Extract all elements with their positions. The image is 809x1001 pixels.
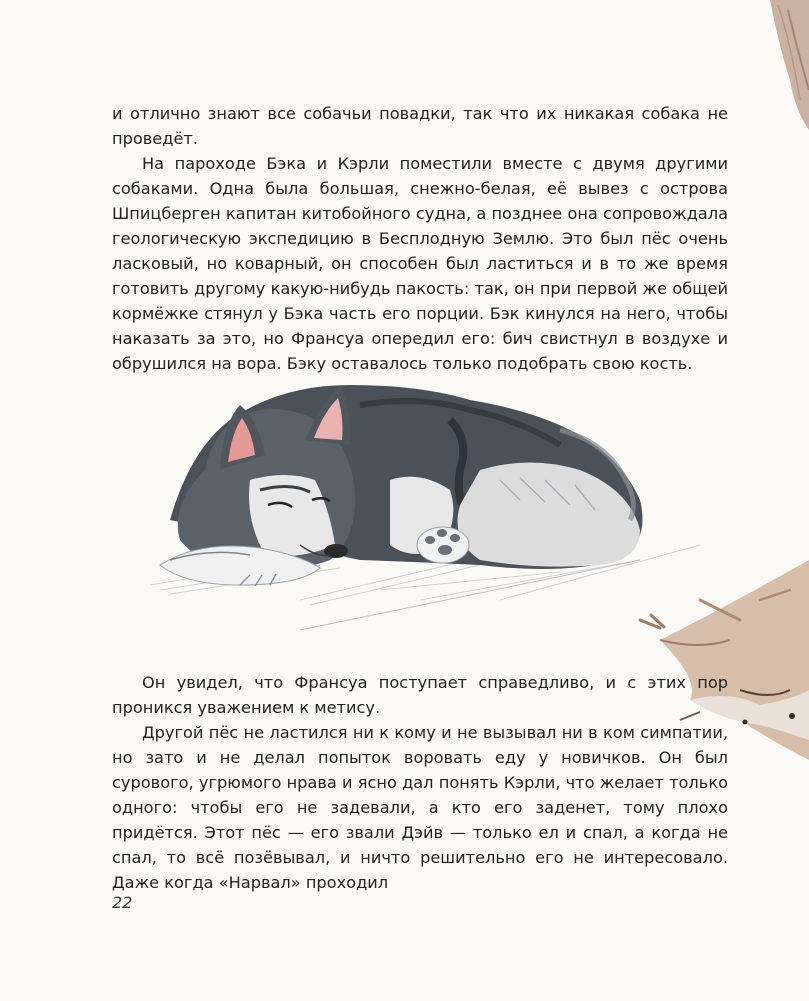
text-block-bottom bbox=[112, 670, 728, 895]
text-block-top bbox=[112, 101, 728, 376]
page-number: 22 bbox=[112, 893, 133, 912]
paragraph: и отлично знают все собачьи повадки, так что их никакая собака не проведёт. bbox=[112, 104, 728, 148]
paragraph: Другой пёс не ластился ни к кому и не вызывал ни в ком симпатии, но зато и не делал попыток воровать еду у новичков. Он был сурового, угрюмого нрава и ясно дал понять Кэрли, что желает только одного: чтобы его не задевали, а кто его заденет, тому плохо придётся. Этот пёс — его звали Дэйв — только ел и спал, а когда не спал, то всё позёвывал, и ничто решительно его не интересовало. Даже когда «Нарвал» проходил bbox=[112, 723, 728, 892]
paragraph: На пароходе Бэка и Кэрли поместили вместе с двумя другими собаками. Одна была большая, снежно-белая, её вывез с острова Шпицберген капитан китобойного судна, а позднее она сопровождала геологическую экспедицию в Бесплодную Землю. Это был пёс очень ласковый, но коварный, он способен был ластиться и в то же время готовить другому какую-нибудь пакость: так, он при первой же общей кормёжке стянул у Бэка часть его порции. Бэк кинулся на него, чтобы наказать за это, но Франсуа опередил его: бич свистнул в воздухе и обрушился на вора. Бэку оставалось только подобрать свою кость. bbox=[112, 154, 728, 373]
husky-paw bbox=[417, 527, 469, 563]
paragraph: Он увидел, что Франсуа поступает справедливо, и с этих пор проникся уважением к метису. bbox=[112, 673, 728, 717]
